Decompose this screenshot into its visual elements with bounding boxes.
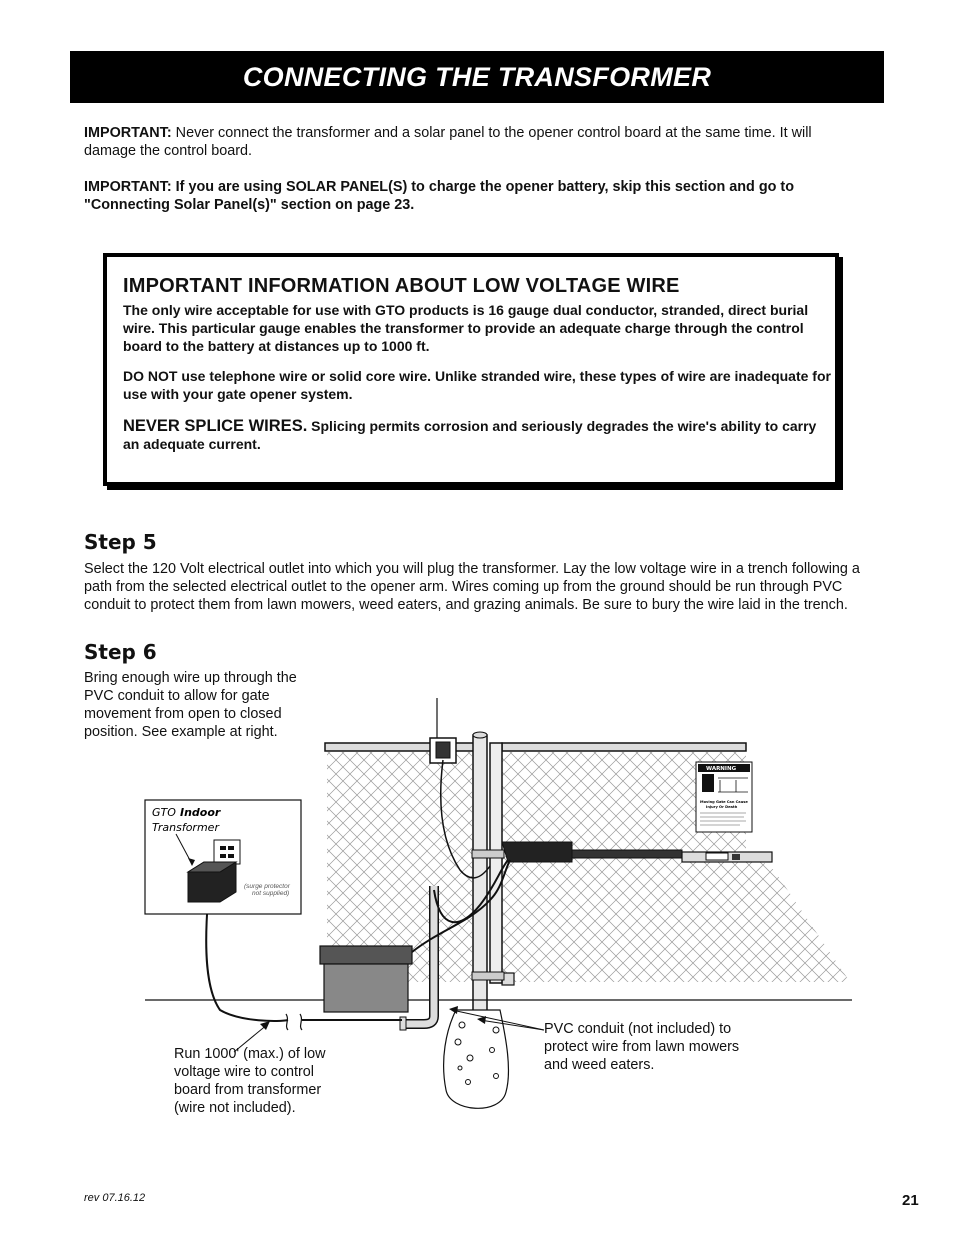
never-splice-text: Splicing permits corrosion and seriously degrades the wire's ability to carry an adequate current. [123,418,817,452]
title-bar [70,51,884,103]
battery-box [320,946,412,964]
surge-note-2: not supplied) [252,890,290,897]
important-label: IMPORTANT: [84,125,172,141]
gate-post [490,743,502,983]
important-note-1 [84,124,864,160]
surge-note-1: (surge protector [244,883,290,890]
warning-sign-label: WARNING [706,766,737,772]
transformer-label-transformer: Transformer [152,821,219,834]
important-note-2: IMPORTANT: If you are using SOLAR PANEL(S) to charge the opener battery, skip this section and go to "Connecting Solar Panel(s)" section on page 23. [84,179,795,213]
revision-date: rev 07.16.12 [84,1192,146,1204]
gate-mesh [502,752,850,982]
transformer-label-indoor: Indoor [180,806,221,819]
warning-sign-line-2: Injury Or Death [706,805,738,809]
warning-sign [696,762,752,832]
never-splice-label: NEVER SPLICE WIRES. [123,417,308,435]
page-number: 21 [902,1192,919,1209]
important-text: Never connect the transformer and a solar panel to the opener control board at the same time. It will damage the control board. [84,125,812,159]
low-voltage-info-box [103,253,839,486]
fence-post [473,735,487,1040]
info-para-1: The only wire acceptable for use with GTO products is 16 gauge dual conductor, stranded, direct burial wire. This particular gauge enables the transformer to provide an adequate charge through the control board to the battery at distances up to 1000 ft. [123,302,809,354]
warning-sign-line-1: Moving Gate Can Cause [700,800,748,804]
page-title: CONNECTING THE TRANSFORMER [242,61,712,92]
gate-top-rail [502,743,746,751]
step5-text: Select the 120 Volt electrical outlet into which you will plug the transformer. Lay the low voltage wire in a trench following a path from the selected electrical outlet to the opener arm. Wires coming up from the ground should be run through PVC conduit to protect them from lawn mowers, weed eaters, and grazing animals. Be sure to bury the wire laid in the trench. [84,561,860,613]
info-para-2: DO NOT use telephone wire or solid core wire. Unlike stranded wire, these types of wire are inadequate for use with your gate opener system. [123,368,831,402]
post-footing [444,1010,509,1108]
step5-title: Step 5 [84,530,157,554]
pvc-caption: PVC conduit (not included) to protect wire from lawn mowers and weed eaters. [544,1021,740,1073]
opener-arm [502,842,572,862]
step6-text: Bring enough wire up through the PVC conduit to allow for gate movement from open to closed position. See example at right. [84,670,297,740]
transformer-label-gto: GTO [152,806,176,819]
wire-caption: Run 1000' (max.) of low voltage wire to control board from transformer (wire not included). [174,1046,326,1116]
step6-title: Step 6 [84,640,157,664]
info-para-3 [123,417,833,453]
wall-outlet [214,840,240,864]
info-box-heading: IMPORTANT INFORMATION ABOUT LOW VOLTAGE WIRE [123,275,680,297]
